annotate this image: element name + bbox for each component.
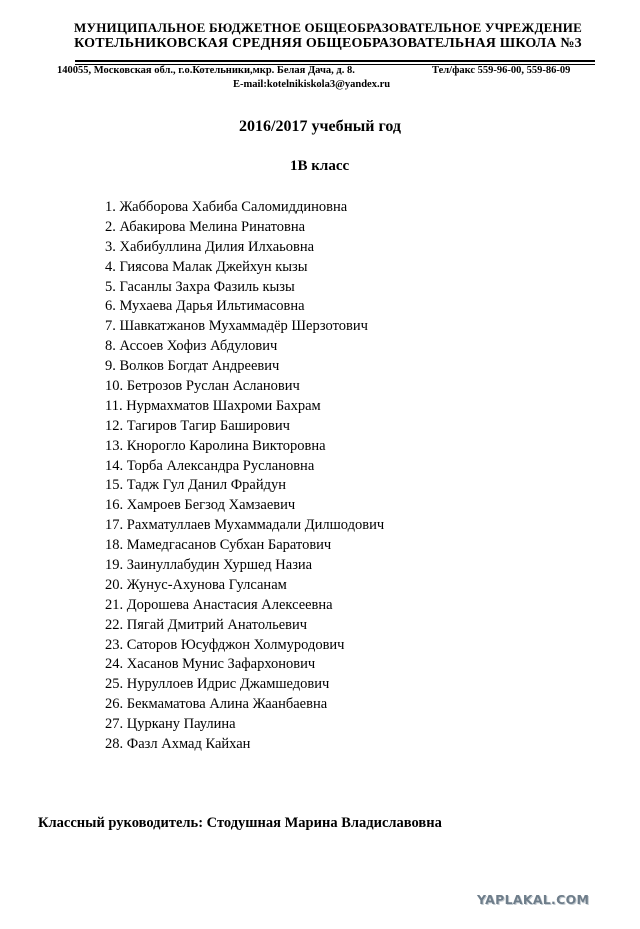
student-item: 16. Хамроев Бегзод Хамзаевич [105,497,296,514]
student-item: 21. Дорошева Анастасия Алексеевна [105,596,333,613]
student-item: 24. Хасанов Мунис Зафархонович [105,656,316,673]
student-item: 25. Нуруллоев Идрис Джамшедович [105,676,330,693]
academic-year-title: 2016/2017 учебный год [239,118,401,135]
school-phone: Тел/факс 559-96-00, 559-86-09 [432,65,571,76]
school-header-line-1: МУНИЦИПАЛЬНОЕ БЮДЖЕТНОЕ ОБЩЕОБРАЗОВАТЕЛЬНОЕ УЧРЕЖДЕНИЕ [74,20,582,35]
school-address: 140055, Московская обл., г.о.Котельники,мкр. Белая Дача, д. 8. [57,65,355,76]
school-address-row [57,65,617,76]
student-item: 1. Жабборова Хабиба Саломиддиновна [105,199,348,215]
student-item: 17. Рахматуллаев Мухаммадали Дилшодович [105,517,385,534]
site-watermark: YAPLAKAL.COM [477,892,590,907]
student-item: 14. Торба Александра Руслановна [105,457,315,474]
student-item: 18. Мамедгасанов Субхан Баратович [105,537,332,554]
student-item: 26. Бекмаматова Алина Жаанбаевна [105,696,328,713]
student-list [105,197,384,754]
school-email: E-mail:kotelnikiskola3@yandex.ru [233,79,391,90]
student-item: 20. Жунус-Ахунова Гулсанам [105,576,287,593]
student-item: 11. Нурмахматов Шахроми Бахрам [105,397,321,414]
student-item: 4. Гиясова Малак Джейхун кызы [105,258,308,275]
student-item: 10. Бетрозов Руслан Асланович [105,378,300,395]
student-item: 12. Тагиров Тагир Баширович [105,417,290,434]
student-item: 6. Мухаева Дарья Ильтимасовна [105,298,305,315]
student-item: 27. Цуркану Паулина [105,716,236,733]
class-title: 1В класс [290,158,350,174]
student-item: 3. Хабибуллина Дилия Илхаьовна [105,238,315,255]
student-item: 5. Гасанлы Захра Фазиль кызы [105,278,295,295]
student-item: 8. Ассоев Хофиз Абдулович [105,338,278,355]
student-item: 15. Тадж Гул Данил Фрайдун [105,477,287,494]
student-item: 7. Шавкатжанов Мухаммадёр Шерзотович [105,318,368,335]
student-item: 19. Заинуллабудин Хуршед Назиа [105,557,313,574]
student-item: 13. Кнорогло Каролина Викторовна [105,437,326,454]
school-header-line-2: КОТЕЛЬНИКОВСКАЯ СРЕДНЯЯ ОБЩЕОБРАЗОВАТЕЛЬНАЯ ШКОЛА №3 [74,36,582,51]
student-item: 9. Волков Богдат Андреевич [105,358,280,375]
student-item: 22. Пягай Дмитрий Анатольевич [105,616,308,633]
student-item: 23. Саторов Юсуфджон Холмуродович [105,636,345,653]
student-item: 28. Фазл Ахмад Кайхан [105,736,251,753]
class-teacher: Классный руководитель: Стодушная Марина Владиславовна [38,815,442,831]
student-item: 2. Абакирова Мелина Ринатовна [105,218,306,235]
